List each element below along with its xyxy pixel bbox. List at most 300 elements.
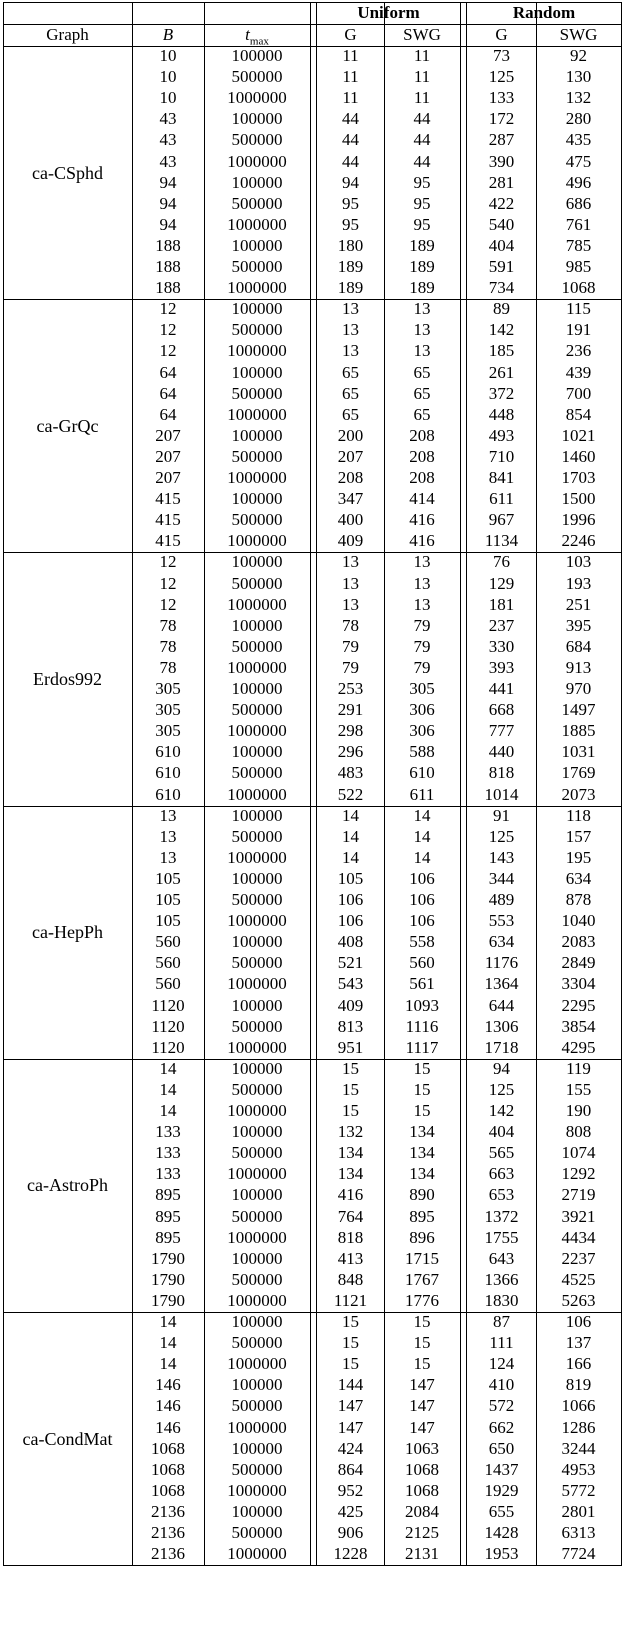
random-g-cell: 710 (488, 447, 515, 466)
random-swg-cell: 280 (565, 109, 592, 128)
uniform-swg-cell: 588 (409, 742, 435, 761)
uniform-g-cell: 11 (342, 67, 359, 86)
random-swg-cell: 395 (565, 616, 592, 635)
t-max-column-header (204, 24, 310, 46)
budget-cell: 14 (159, 1080, 177, 1099)
uniform-g-cell: 78 (342, 616, 359, 635)
random-swg-cell: 684 (565, 637, 592, 656)
uniform-g-cell: 79 (342, 658, 359, 677)
uniform-swg-cell: 106 (409, 890, 435, 909)
t-max-cell: 500000 (231, 320, 283, 339)
budget-cell: 1068 (151, 1481, 185, 1500)
t-max-cell: 1000000 (227, 531, 287, 550)
random-g-cell: 540 (488, 215, 515, 234)
budget-cell: 43 (159, 109, 177, 128)
random-swg-cell: 1703 (561, 468, 596, 487)
uniform-g-cell: 144 (337, 1375, 364, 1394)
random-swg-cell: 137 (565, 1333, 592, 1352)
random-swg-cell: 2237 (561, 1249, 596, 1268)
budget-cell: 78 (159, 658, 177, 677)
budget-cell: 1120 (151, 1038, 185, 1057)
t-max-cell: 500000 (231, 1396, 283, 1415)
random-g-cell: 967 (488, 510, 515, 529)
budget-cell: 895 (155, 1185, 181, 1204)
uniform-g-cell: 291 (337, 700, 364, 719)
budget-cell: 105 (155, 890, 181, 909)
random-g-cell: 404 (488, 236, 515, 255)
random-g-cell: 668 (488, 700, 515, 719)
uniform-g-cell: 483 (337, 763, 364, 782)
uniform-g-cell: 400 (337, 510, 364, 529)
uniform-g-cell: 522 (337, 785, 364, 804)
uniform-g-cell: 14 (342, 827, 359, 846)
t-max-cell: 1000000 (227, 278, 287, 297)
t-max-cell: 100000 (231, 236, 283, 255)
uniform-swg-cell: 13 (413, 299, 431, 318)
random-swg-cell: 1031 (561, 742, 596, 761)
random-swg-cell: 130 (565, 67, 592, 86)
random-swg-cell: 3304 (561, 974, 596, 993)
uniform-g-cell: 15 (342, 1354, 359, 1373)
t-max-cell: 500000 (231, 827, 283, 846)
budget-cell: 12 (159, 552, 177, 571)
random-g-cell: 777 (488, 721, 515, 740)
budget-cell: 146 (155, 1396, 181, 1415)
random-g-cell: 1176 (484, 953, 519, 972)
uniform-swg-cell: 189 (409, 278, 435, 297)
random-swg-cell: 1286 (561, 1418, 596, 1437)
uniform-swg-cell: 189 (409, 236, 435, 255)
uniform-swg-column-header: SWG (403, 25, 441, 44)
uniform-g-cell: 200 (337, 426, 364, 445)
random-swg-cell: 132 (565, 88, 592, 107)
uniform-swg-cell: 11 (413, 88, 431, 107)
budget-cell: 43 (159, 130, 177, 149)
budget-cell: 1068 (151, 1439, 185, 1458)
uniform-swg-cell: 15 (413, 1080, 431, 1099)
random-g-cell: 489 (488, 890, 515, 909)
table-bottom-rule (3, 1565, 622, 1566)
budget-cell: 94 (159, 173, 177, 192)
random-g-cell: 125 (488, 67, 515, 86)
uniform-swg-cell: 890 (409, 1185, 435, 1204)
budget-cell: 105 (155, 911, 181, 930)
t-max-cell: 500000 (231, 763, 283, 782)
uniform-g-cell: 15 (342, 1312, 359, 1331)
uniform-g-cell: 15 (342, 1080, 359, 1099)
t-max-cell: 500000 (231, 130, 283, 149)
t-max-cell: 500000 (231, 1270, 283, 1289)
random-swg-cell: 5772 (561, 1481, 596, 1500)
t-max-cell: 500000 (231, 1143, 283, 1162)
random-swg-cell: 761 (565, 215, 592, 234)
uniform-g-cell: 13 (342, 595, 359, 614)
uniform-swg-cell: 1117 (405, 1038, 439, 1057)
uniform-swg-cell: 1715 (405, 1249, 439, 1268)
graph-name: ca-HepPh (32, 922, 103, 942)
uniform-swg-cell: 2125 (405, 1523, 439, 1542)
random-g-cell: 553 (488, 911, 515, 930)
t-max-cell: 1000000 (227, 721, 287, 740)
uniform-swg-cell: 95 (413, 173, 431, 192)
uniform-swg-cell: 79 (413, 658, 431, 677)
uniform-swg-cell: 15 (413, 1354, 431, 1373)
uniform-swg-cell: 414 (409, 489, 435, 508)
random-swg-cell: 1040 (561, 911, 596, 930)
uniform-swg-cell: 1116 (405, 1017, 439, 1036)
random-swg-cell: 4295 (561, 1038, 596, 1057)
random-swg-cell: 4525 (561, 1270, 596, 1289)
t-max-cell: 1000000 (227, 1164, 287, 1183)
budget-cell: 14 (159, 1312, 177, 1331)
uniform-swg-cell: 1767 (405, 1270, 439, 1289)
uniform-swg-cell: 65 (413, 384, 431, 403)
t-max-cell: 1000000 (227, 1228, 287, 1247)
random-g-cell: 643 (488, 1249, 515, 1268)
graph-column-header: Graph (46, 25, 89, 44)
budget-cell: 12 (159, 320, 177, 339)
t-max-cell: 1000000 (227, 1481, 287, 1500)
t-max-cell: 100000 (231, 46, 283, 65)
random-g-cell: 181 (488, 595, 515, 614)
random-swg-cell: 193 (565, 574, 592, 593)
budget-cell: 207 (155, 426, 181, 445)
uniform-g-cell: 106 (337, 911, 364, 930)
random-g-cell: 87 (493, 1312, 510, 1331)
random-swg-cell: 5263 (561, 1291, 596, 1310)
uniform-swg-cell: 305 (409, 679, 435, 698)
uniform-swg-cell: 15 (413, 1101, 431, 1120)
budget-cell: 146 (155, 1375, 181, 1394)
random-g-cell: 1014 (484, 785, 519, 804)
uniform-swg-cell: 106 (409, 911, 435, 930)
uniform-g-cell: 424 (337, 1439, 364, 1458)
uniform-g-cell: 106 (337, 890, 364, 909)
uniform-g-cell: 864 (337, 1460, 364, 1479)
budget-cell: 415 (155, 510, 181, 529)
t-max-cell: 500000 (231, 700, 283, 719)
uniform-swg-cell: 44 (413, 130, 431, 149)
random-swg-cell: 1066 (561, 1396, 596, 1415)
uniform-group-header: Uniform (357, 3, 420, 22)
uniform-swg-cell: 11 (413, 67, 431, 86)
random-swg-cell: 1996 (561, 510, 596, 529)
random-g-cell: 634 (488, 932, 515, 951)
uniform-swg-cell: 147 (409, 1396, 435, 1415)
random-swg-cell: 119 (566, 1059, 591, 1078)
random-group-header: Random (512, 3, 576, 22)
uniform-g-cell: 764 (337, 1207, 364, 1226)
random-g-cell: 493 (488, 426, 515, 445)
random-swg-cell: 106 (565, 1312, 592, 1331)
random-swg-cell: 2295 (561, 996, 596, 1015)
t-max-cell: 1000000 (227, 911, 287, 930)
graph-name: ca-AstroPh (27, 1175, 108, 1195)
uniform-g-cell: 44 (342, 152, 359, 171)
t-max-cell: 100000 (231, 679, 283, 698)
uniform-swg-cell: 895 (409, 1207, 435, 1226)
budget-cell: 560 (155, 974, 181, 993)
random-g-cell: 344 (488, 869, 515, 888)
uniform-g-cell: 1121 (333, 1291, 368, 1310)
random-g-cell: 1755 (484, 1228, 519, 1247)
graph-name: Erdos992 (33, 669, 102, 689)
uniform-swg-cell: 2131 (405, 1544, 439, 1563)
uniform-g-cell: 298 (337, 721, 364, 740)
random-g-cell: 76 (493, 552, 510, 571)
random-swg-cell: 2083 (561, 932, 596, 951)
uniform-swg-cell: 13 (413, 552, 431, 571)
uniform-swg-cell: 65 (413, 363, 431, 382)
uniform-g-cell: 408 (337, 932, 364, 951)
uniform-g-cell: 44 (342, 130, 359, 149)
budget-cell: 14 (159, 1059, 177, 1078)
budget-cell: 14 (159, 1354, 177, 1373)
random-swg-cell: 6313 (561, 1523, 596, 1542)
budget-cell: 14 (159, 1333, 177, 1352)
random-swg-cell: 439 (565, 363, 592, 382)
uniform-swg-cell: 208 (409, 468, 435, 487)
t-max-cell: 500000 (231, 953, 283, 972)
uniform-swg-cell: 14 (413, 848, 431, 867)
t-max-cell: 500000 (231, 447, 283, 466)
budget-cell: 12 (159, 595, 177, 614)
random-g-cell: 422 (488, 194, 515, 213)
t-max-cell: 100000 (231, 1439, 283, 1458)
column-rule (621, 2, 622, 1566)
random-g-cell: 185 (488, 341, 515, 360)
budget-cell: 105 (155, 869, 181, 888)
uniform-g-cell: 13 (342, 341, 359, 360)
uniform-g-cell: 13 (342, 552, 359, 571)
budget-cell: 64 (159, 363, 177, 382)
uniform-swg-cell: 134 (409, 1122, 435, 1141)
uniform-g-cell: 11 (342, 46, 359, 65)
t-max-cell: 100000 (231, 1375, 283, 1394)
uniform-g-cell: 296 (337, 742, 364, 761)
uniform-g-cell: 521 (337, 953, 364, 972)
uniform-g-cell: 951 (337, 1038, 364, 1057)
t-max-cell: 500000 (231, 67, 283, 86)
random-g-cell: 841 (488, 468, 515, 487)
budget-cell: 14 (159, 1101, 177, 1120)
uniform-swg-cell: 95 (413, 194, 431, 213)
uniform-g-cell: 1228 (333, 1544, 368, 1563)
random-g-cell: 441 (488, 679, 515, 698)
random-g-cell: 111 (489, 1333, 514, 1352)
random-swg-cell: 878 (565, 890, 592, 909)
random-swg-cell: 3921 (561, 1207, 596, 1226)
random-g-cell: 448 (488, 405, 515, 424)
random-swg-cell: 157 (565, 827, 592, 846)
uniform-swg-cell: 95 (413, 215, 431, 234)
budget-cell: 94 (159, 194, 177, 213)
uniform-g-cell: 409 (337, 996, 364, 1015)
uniform-swg-cell: 1068 (405, 1460, 439, 1479)
t-max-cell: 500000 (231, 257, 283, 276)
t-max-cell: 100000 (231, 1312, 283, 1331)
t-max-cell: 100000 (231, 426, 283, 445)
uniform-g-cell: 15 (342, 1101, 359, 1120)
uniform-swg-cell: 44 (413, 109, 431, 128)
budget-cell: 13 (159, 827, 177, 846)
graph-name: ca-CondMat (22, 1429, 113, 1449)
uniform-g-column-header: G (344, 25, 357, 44)
t-max-cell: 100000 (231, 806, 283, 825)
random-swg-cell: 1021 (561, 426, 596, 445)
uniform-swg-cell: 2084 (405, 1502, 439, 1521)
random-g-cell: 143 (488, 848, 515, 867)
uniform-swg-cell: 1776 (405, 1291, 439, 1310)
random-g-column-header: G (495, 25, 508, 44)
t-max-cell: 1000000 (227, 1354, 287, 1373)
uniform-g-cell: 94 (342, 173, 359, 192)
budget-cell: 12 (159, 341, 177, 360)
budget-cell: 12 (159, 574, 177, 593)
t-max-cell: 100000 (231, 869, 283, 888)
budget-cell: 895 (155, 1228, 181, 1247)
uniform-g-cell: 813 (337, 1017, 364, 1036)
uniform-g-cell: 13 (342, 320, 359, 339)
t-max-cell: 1000000 (227, 1544, 287, 1563)
random-g-cell: 287 (488, 130, 515, 149)
t-max-cell: 1000000 (227, 595, 287, 614)
random-swg-cell: 475 (565, 152, 592, 171)
budget-cell: 1790 (151, 1291, 185, 1310)
uniform-g-cell: 134 (337, 1143, 364, 1162)
random-swg-cell: 3854 (561, 1017, 596, 1036)
uniform-swg-cell: 14 (413, 806, 431, 825)
t-max-cell: 500000 (231, 510, 283, 529)
uniform-g-cell: 906 (337, 1523, 364, 1542)
t-max-cell: 500000 (231, 574, 283, 593)
random-swg-cell: 166 (565, 1354, 592, 1373)
t-max-cell: 1000000 (227, 785, 287, 804)
random-g-cell: 281 (488, 173, 515, 192)
uniform-g-cell: 818 (337, 1228, 364, 1247)
budget-cell: 1068 (151, 1460, 185, 1479)
column-rule (460, 2, 461, 1566)
uniform-g-cell: 425 (337, 1502, 364, 1521)
uniform-g-cell: 15 (342, 1059, 359, 1078)
random-g-cell: 1306 (484, 1017, 519, 1036)
t-max-cell: 1000000 (227, 1101, 287, 1120)
budget-cell: 10 (159, 88, 177, 107)
t-max-cell: 100000 (231, 363, 283, 382)
random-g-cell: 650 (488, 1439, 515, 1458)
t-max-cell: 1000000 (227, 1418, 287, 1437)
random-swg-cell: 2849 (561, 953, 596, 972)
t-max-cell: 100000 (231, 552, 283, 571)
random-g-cell: 1830 (484, 1291, 519, 1310)
random-swg-cell: 819 (565, 1375, 592, 1394)
random-g-cell: 1718 (484, 1038, 519, 1057)
budget-column-header: B (162, 25, 174, 44)
random-g-cell: 142 (488, 320, 515, 339)
uniform-g-cell: 253 (337, 679, 364, 698)
uniform-swg-cell: 896 (409, 1228, 435, 1247)
random-swg-cell: 2719 (561, 1185, 596, 1204)
column-rule (310, 2, 311, 1566)
uniform-g-cell: 208 (337, 468, 364, 487)
uniform-swg-cell: 15 (413, 1059, 431, 1078)
random-swg-cell: 251 (565, 595, 592, 614)
uniform-swg-cell: 1068 (405, 1481, 439, 1500)
uniform-g-cell: 132 (337, 1122, 364, 1141)
t-max-cell: 1000000 (227, 1038, 287, 1057)
t-max-cell: 500000 (231, 1523, 283, 1542)
random-swg-column-header: SWG (559, 25, 598, 44)
t-max-cell: 100000 (231, 1502, 283, 1521)
random-swg-cell: 1769 (561, 763, 596, 782)
random-swg-cell: 103 (565, 552, 592, 571)
random-swg-cell: 634 (565, 869, 592, 888)
uniform-swg-cell: 13 (413, 341, 431, 360)
budget-cell: 560 (155, 932, 181, 951)
random-swg-cell: 1068 (561, 278, 596, 297)
random-g-cell: 410 (488, 1375, 515, 1394)
uniform-g-cell: 207 (337, 447, 364, 466)
column-rule (3, 2, 4, 1566)
uniform-swg-cell: 611 (409, 785, 435, 804)
uniform-g-cell: 79 (342, 637, 359, 656)
random-g-cell: 1929 (484, 1481, 519, 1500)
uniform-g-cell: 13 (342, 299, 359, 318)
budget-cell: 207 (155, 468, 181, 487)
t-max-cell: 1000000 (227, 468, 287, 487)
t-max-cell: 500000 (231, 384, 283, 403)
random-swg-cell: 4434 (561, 1228, 596, 1247)
uniform-swg-cell: 106 (409, 869, 435, 888)
random-g-cell: 572 (488, 1396, 515, 1415)
uniform-swg-cell: 561 (409, 974, 435, 993)
random-swg-cell: 913 (565, 658, 592, 677)
uniform-g-cell: 65 (342, 363, 359, 382)
random-swg-cell: 7724 (561, 1544, 596, 1563)
budget-cell: 43 (159, 152, 177, 171)
random-swg-cell: 686 (565, 194, 592, 213)
budget-cell: 560 (155, 953, 181, 972)
t-max-cell: 500000 (231, 1017, 283, 1036)
random-swg-cell: 2073 (561, 785, 596, 804)
t-max-cell: 100000 (231, 616, 283, 635)
uniform-swg-cell: 1093 (405, 996, 439, 1015)
random-g-cell: 89 (493, 299, 510, 318)
random-g-cell: 1134 (484, 531, 519, 550)
t-max-cell: 500000 (231, 1460, 283, 1479)
t-max-cell: 100000 (231, 1185, 283, 1204)
t-max-cell: 500000 (231, 637, 283, 656)
random-swg-cell: 1460 (561, 447, 596, 466)
random-g-cell: 611 (489, 489, 514, 508)
t-max-cell: 100000 (231, 742, 283, 761)
random-swg-cell: 191 (565, 320, 592, 339)
random-swg-cell: 1885 (561, 721, 596, 740)
budget-cell: 895 (155, 1207, 181, 1226)
uniform-g-cell: 189 (337, 278, 364, 297)
uniform-g-cell: 65 (342, 405, 359, 424)
uniform-g-cell: 15 (342, 1333, 359, 1352)
uniform-g-cell: 347 (337, 489, 364, 508)
t-max-cell: 1000000 (227, 1291, 287, 1310)
budget-cell: 2136 (151, 1523, 185, 1542)
random-g-cell: 129 (488, 574, 515, 593)
random-g-cell: 1428 (484, 1523, 519, 1542)
budget-cell: 188 (155, 278, 181, 297)
random-swg-cell: 1497 (561, 700, 596, 719)
random-g-cell: 565 (488, 1143, 515, 1162)
random-g-cell: 393 (488, 658, 515, 677)
